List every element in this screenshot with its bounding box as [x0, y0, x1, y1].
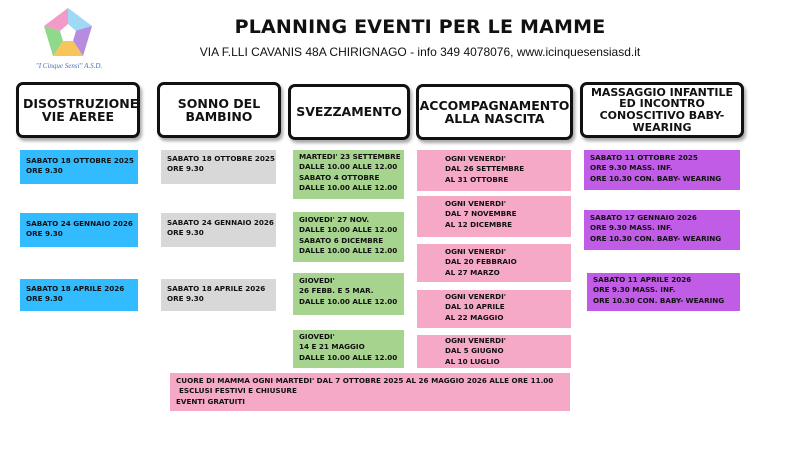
event-disostruzione-1: SABATO 18 OTTOBRE 2025 ORE 9.30 [20, 150, 138, 184]
event-disostruzione-2: SABATO 24 GENNAIO 2026 ORE 9.30 [20, 213, 138, 247]
event-sonno-2: SABATO 24 GENNAIO 2026 ORE 9.30 [161, 213, 276, 247]
event-massaggio-1: SABATO 11 OTTOBRE 2025 ORE 9.30 MASS. INF. ORE 10.30 CON. BABY- WEARING [584, 150, 740, 190]
header-accompagnamento: ACCOMPAGNAMENTO ALLA NASCITA [416, 84, 573, 140]
event-sonno-3: SABATO 18 APRILE 2026 ORE 9.30 [161, 279, 276, 311]
logo-text: "I Cinque Sensi" A.S.D. [35, 62, 103, 70]
event-svezzamento-1: MARTEDI' 23 SETTEMBRE DALLE 10.00 ALLE 12.00 SABATO 4 OTTOBRE DALLE 10.00 ALLE 12.00 [293, 150, 404, 199]
header-sonno: SONNO DEL BAMBINO [157, 82, 281, 138]
event-accompagnamento-4: OGNI VENERDI' DAL 10 APRILE AL 22 MAGGIO [417, 290, 571, 328]
event-disostruzione-3: SABATO 18 APRILE 2026 ORE 9.30 [20, 279, 138, 311]
footer-cuore-di-mamma: CUORE DI MAMMA OGNI MARTEDI' DAL 7 OTTOBRE 2025 AL 26 MAGGIO 2026 ALLE ORE 11.00 ESCLUSI FESTIVI E CHIUSURE EVENTI GRATUITI [170, 373, 570, 411]
event-accompagnamento-1: OGNI VENERDI' DAL 26 SETTEMBRE AL 31 OTTOBRE [417, 150, 571, 191]
event-massaggio-3: SABATO 11 APRILE 2026 ORE 9.30 MASS. INF. ORE 10.30 CON. BABY- WEARING [587, 273, 740, 311]
header-svezzamento: SVEZZAMENTO [288, 84, 410, 140]
page-title: PLANNING EVENTI PER LE MAMME [234, 16, 606, 38]
event-svezzamento-4: GIOVEDI' 14 E 21 MAGGIO DALLE 10.00 ALLE 12.00 [293, 330, 404, 368]
event-accompagnamento-3: OGNI VENERDI' DAL 20 FEBBRAIO AL 27 MARZO [417, 244, 571, 282]
event-svezzamento-2: GIOVEDI' 27 NOV. DALLE 10.00 ALLE 12.00 SABATO 6 DICEMBRE DALLE 10.00 ALLE 12.00 [293, 212, 404, 262]
page-subtitle: VIA F.LLI CAVANIS 48A CHIRIGNAGO - info 349 4078076, www.icinquesensiasd.it [199, 45, 641, 59]
event-massaggio-2: SABATO 17 GENNAIO 2026 ORE 9.30 MASS. INF. ORE 10.30 CON. BABY- WEARING [584, 210, 740, 250]
event-sonno-1: SABATO 18 OTTOBRE 2025 ORE 9.30 [161, 150, 276, 184]
event-accompagnamento-2: OGNI VENERDI' DAL 7 NOVEMBRE AL 12 DICEMBRE [417, 196, 571, 237]
logo-pentagon-icon [42, 6, 94, 60]
header-disostruzione: DISOSTRUZIONE VIE AEREE [16, 82, 140, 138]
event-svezzamento-3: GIOVEDI' 26 FEBB. E 5 MAR. DALLE 10.00 ALLE 12.00 [293, 273, 404, 315]
event-accompagnamento-5: OGNI VENERDI' DAL 5 GIUGNO AL 10 LUGLIO [417, 335, 571, 368]
logo [28, 6, 108, 72]
header-massaggio: MASSAGGIO INFANTILE ED INCONTRO CONOSCITIVO BABY-WEARING [580, 82, 744, 138]
